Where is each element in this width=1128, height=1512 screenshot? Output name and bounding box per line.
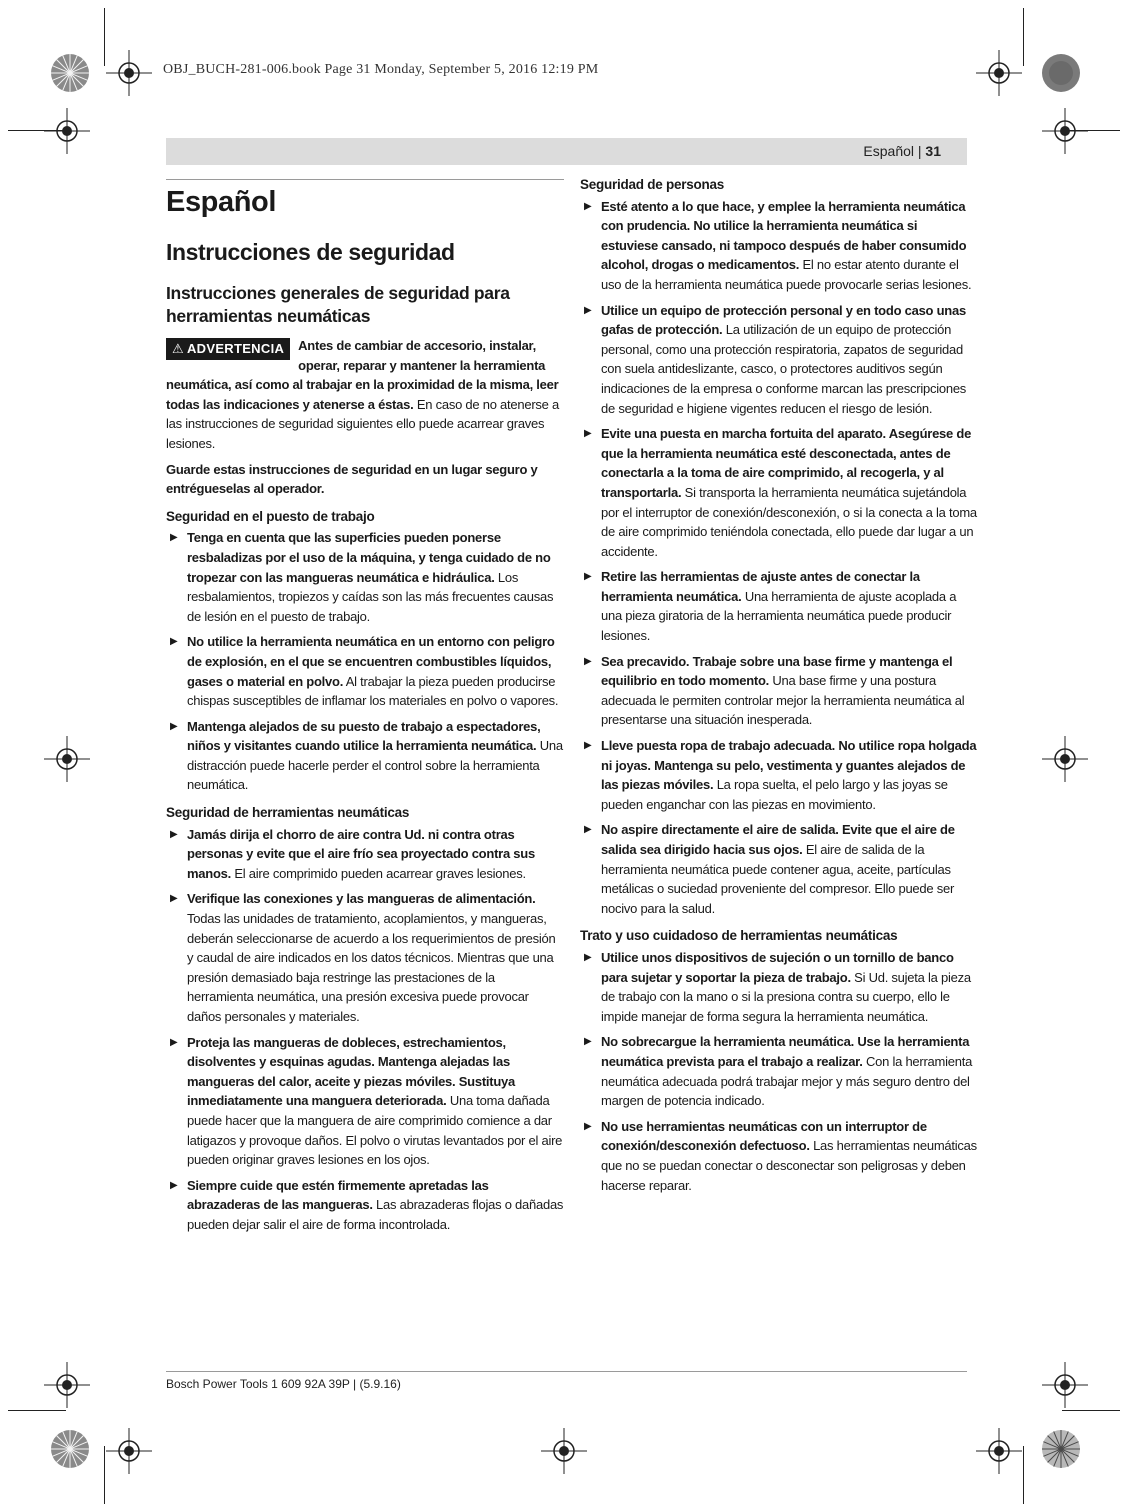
- item-normal: La ropa suelta, el pelo largo y las joyas se pueden enganchar con las piezas en movimiento.: [601, 777, 948, 812]
- registration-mark-bottom-right: [976, 1428, 1022, 1474]
- bullet-triangle-icon: ▶: [170, 893, 178, 905]
- bullet-triangle-icon: ▶: [584, 740, 592, 752]
- bullet-triangle-icon: ▶: [170, 636, 178, 648]
- warning-triangle-icon: ⚠: [172, 341, 184, 356]
- header-page-number: 31: [925, 143, 941, 159]
- list-item: [580, 736, 977, 814]
- header-separator: |: [914, 143, 926, 159]
- bullet-triangle-icon: ▶: [584, 1036, 592, 1048]
- calibration-disc-top-right: [1041, 53, 1081, 93]
- item-bold: Utilice un equipo de protección personal y en todo caso unas gafas de protección.: [601, 302, 966, 338]
- calibration-rosette-bottom-right: [1041, 1429, 1081, 1469]
- right-column: [580, 175, 977, 1201]
- crop-line-top-right-v: [1023, 8, 1024, 66]
- list-item: [580, 301, 977, 419]
- bullet-triangle-icon: ▶: [170, 532, 178, 544]
- bullet-triangle-icon: ▶: [584, 200, 592, 212]
- crop-line-bottom-left-v: [104, 1446, 105, 1504]
- item-bold: Verifique las conexiones y las mangueras de alimentación.: [187, 891, 536, 907]
- item-normal: Todas las unidades de tratamiento, acoplamientos, y mangueras, deberán seleccionarse de acuerdo a los requerimientos de presión y caudal de aire indicados en los datos técnicos. Mientras que una presión demasiado baja restringe las prestaciones de la herramienta neumática, una presión excesiva puede provocar daños personales y materiales.: [187, 911, 556, 1024]
- item-bold: Mantenga alejados de su puesto de trabajo a espectadores, niños y visitantes cuando utilice la herramienta neumática.: [187, 718, 541, 754]
- bullet-triangle-icon: ▶: [170, 828, 178, 840]
- list-item: [580, 652, 977, 730]
- bullet-triangle-icon: ▶: [170, 1036, 178, 1048]
- subsection-title: Instrucciones generales de seguridad para herramientas neumáticas: [166, 283, 510, 326]
- crop-line-top-left-v: [104, 8, 105, 66]
- list-item: [580, 567, 977, 645]
- warning-badge-label: ADVERTENCIA: [186, 341, 285, 356]
- item-normal: Una distracción puede hacerle perder el control sobre la herramienta neumática.: [187, 738, 563, 793]
- list-item: [166, 889, 564, 1026]
- registration-mark-top-right: [976, 50, 1022, 96]
- tools-heading: Seguridad de herramientas neumáticas: [166, 805, 410, 821]
- footer-rule: [166, 1371, 967, 1372]
- list-item: [166, 632, 564, 710]
- crop-line-bottom-left-h: [8, 1410, 66, 1411]
- item-normal: La utilización de un equipo de protección personal, como una protección respiratoria, zapatos de seguridad con suela antideslizante, casco, o protectores auditivos según indicaciones de la empresa o conforme marcan las prescripciones de seguridad e higiene vigentes reducen el riesgo de lesión.: [601, 322, 967, 416]
- item-bold: Proteja las mangueras de dobleces, estrechamientos, disolventes y esquinas agudas. Mantenga alejadas las mangueras del calor, aceite y piezas móviles. Sustituya inmediatamente una manguera deteriorada.: [187, 1034, 516, 1109]
- bullet-triangle-icon: ▶: [584, 824, 592, 836]
- item-bold: Sea precavido. Trabaje sobre una base firme y mantenga el equilibrio en todo momento.: [601, 653, 953, 689]
- item-bold: Jamás dirija el chorro de aire contra Ud. ni contra otras personas y evite que el aire frío sea proyectado contra sus manos.: [187, 826, 535, 881]
- item-normal: Si transporta la herramienta neumática sujetándola por el interruptor de conexión/desconexión, o si la conecta a la toma de aire comprimido teniéndola conectada, ello puede dar lugar a un accidente.: [601, 484, 977, 559]
- warning-bold-text: Antes de cambiar de accesorio, instalar, operar, reparar y mantener la herramienta neumática, así como al trabajar en la proximidad de la misma, leer todas las indicaciones y atenerse a éstas.: [166, 338, 559, 412]
- item-bold: Utilice unos dispositivos de sujeción o un tornillo de banco para sujetar y soportar la pieza de trabajo.: [601, 949, 954, 985]
- item-bold: Esté atento a lo que hace, y emplee la herramienta neumática con prudencia. No utilice la herramienta neumática si estuviese cansado, ni tampoco después de haber consumido alcohol, drogas o medicamentos.: [601, 198, 967, 273]
- list-item: [166, 717, 564, 795]
- bullet-triangle-icon: ▶: [584, 951, 592, 963]
- item-bold: Retire las herramientas de ajuste antes de conectar la herramienta neumática.: [601, 569, 920, 604]
- header-language: Español: [863, 143, 914, 159]
- column-top-rule: [166, 179, 564, 180]
- header-text: [863, 143, 941, 159]
- item-normal: El no estar atento durante el uso de la herramienta neumática puede provocarle serias lesiones.: [601, 257, 972, 292]
- item-normal: El aire comprimido pueden acarrear graves lesiones.: [231, 865, 526, 881]
- bullet-triangle-icon: ▶: [584, 428, 592, 440]
- item-normal: Las abrazaderas flojas o dañadas pueden dejar salir el aire de forma incontrolada.: [187, 1197, 564, 1232]
- handling-heading: Trato y uso cuidadoso de herramientas neumáticas: [580, 928, 898, 944]
- list-item: [166, 1176, 564, 1235]
- registration-mark-bottom-left: [106, 1428, 152, 1474]
- running-header: [166, 138, 967, 165]
- list-item: [580, 1032, 977, 1110]
- list-item: [166, 528, 564, 626]
- warning-paragraph: [166, 336, 564, 454]
- crop-line-bottom-right-h: [1062, 1410, 1120, 1411]
- list-item: [580, 948, 977, 1026]
- item-bold: No utilice la herramienta neumática en un entorno con peligro de explosión, en el que se encuentren combustibles líquidos, gases o material en polvo.: [187, 634, 555, 689]
- list-item: [580, 197, 977, 295]
- item-normal: Al trabajar la pieza pueden producirse chispas susceptibles de inflamar los materiales en polvo o vapores.: [187, 673, 559, 709]
- bullet-triangle-icon: ▶: [584, 571, 592, 583]
- list-item: [580, 424, 977, 561]
- left-column: [166, 179, 564, 1241]
- persons-heading: Seguridad de personas: [580, 177, 725, 192]
- item-normal: Una herramienta de ajuste acoplada a una pieza giratoria de la herramienta neumática puede producir lesiones.: [601, 588, 957, 644]
- registration-mark-left-lower: [44, 1362, 90, 1408]
- item-bold: Lleve puesta ropa de trabajo adecuada. No utilice ropa holgada ni joyas. Mantenga su pelo, vestimenta y guantes alejados de las piezas móviles.: [601, 738, 977, 793]
- print-slug-line: OBJ_BUCH-281-006.book Page 31 Monday, September 5, 2016 12:19 PM: [163, 62, 599, 77]
- bullet-triangle-icon: ▶: [170, 720, 178, 732]
- page-title: Español: [166, 186, 276, 218]
- bullet-triangle-icon: ▶: [584, 304, 592, 316]
- footer-text: Bosch Power Tools 1 609 92A 39P | (5.9.16): [166, 1377, 401, 1391]
- list-item: [166, 1033, 564, 1170]
- item-bold: No aspire directamente el aire de salida. Evite que el aire de salida sea dirigido hacia sus ojos.: [601, 822, 955, 857]
- registration-mark-right-middle: [1042, 736, 1088, 782]
- warning-badge: [166, 338, 290, 360]
- calibration-rosette-top-left: [50, 53, 90, 93]
- list-item: [580, 1117, 977, 1195]
- item-bold: Evite una puesta en marcha fortuita del aparato. Asegúrese de que la herramienta neumática esté desconectada, antes de conectarla a la toma de aire comprimido, al recogerla, y al transportarla.: [601, 426, 972, 500]
- item-normal: Una base firme y una postura adecuada le permiten controlar mejor la herramienta neumática al presentarse una situación inesperada.: [601, 673, 965, 728]
- keep-instructions-note: Guarde estas instrucciones de seguridad en un lugar seguro y entrégueselas al operador.: [166, 461, 538, 497]
- crop-line-bottom-right-v: [1023, 1446, 1024, 1504]
- registration-mark-top-left: [106, 50, 152, 96]
- calibration-rosette-bottom-left: [50, 1429, 90, 1469]
- warning-normal-text: En caso de no atenerse a las instrucciones de seguridad siguientes ello puede acarrear graves lesiones.: [166, 396, 559, 451]
- workplace-heading: Seguridad en el puesto de trabajo: [166, 508, 375, 524]
- item-normal: Una toma dañada puede hacer que la manguera de aire comprimido comience a dar latigazos y provoque daños. El polvo o virutas levantados por el aire pueden originar graves lesiones en los ojos.: [187, 1093, 563, 1168]
- item-normal: Las herramientas neumáticas que no se puedan conectar o desconectar son peligrosas y deben hacerse reparar.: [601, 1138, 977, 1193]
- registration-mark-right-lower: [1042, 1362, 1088, 1408]
- bullet-triangle-icon: ▶: [584, 1120, 592, 1132]
- item-bold: No sobrecargue la herramienta neumática. Use la herramienta neumática prevista para el trabajo a realizar.: [601, 1034, 970, 1069]
- section-title: Instrucciones de seguridad: [166, 239, 455, 265]
- item-normal: Con la herramienta neumática adecuada podrá trabajar mejor y más seguro dentro del margen de potencia indicado.: [601, 1053, 973, 1109]
- item-normal: Si Ud. sujeta la pieza de trabajo con la mano o si la presiona contra su cuerpo, ello le impide manejar de forma segura la herramienta neumática.: [601, 969, 971, 1024]
- bullet-triangle-icon: ▶: [170, 1179, 178, 1191]
- item-normal: El aire de salida de la herramienta neumática puede contener agua, aceite, partículas metálicas o suciedad proveniente del compresor. Ello puede ser nocivo para la salud.: [601, 842, 955, 916]
- registration-mark-left-middle: [44, 736, 90, 782]
- registration-mark-right-upper: [1042, 108, 1088, 154]
- registration-mark-bottom-center: [541, 1428, 587, 1474]
- item-bold: No use herramientas neumáticas con un interruptor de conexión/desconexión defectuoso.: [601, 1118, 927, 1154]
- registration-mark-left-upper: [44, 108, 90, 154]
- list-item: [580, 820, 977, 918]
- item-bold: Siempre cuide que estén firmemente apretadas las abrazaderas de las mangueras.: [187, 1177, 489, 1213]
- bullet-triangle-icon: ▶: [584, 655, 592, 667]
- list-item: [166, 825, 564, 884]
- item-bold: Tenga en cuenta que las superficies pueden ponerse resbaladizas por el uso de la máquina, y tenga cuidado de no tropezar con las mangueras neumática e hidráulica.: [187, 530, 551, 585]
- item-normal: Los resbalamientos, tropiezos y caídas son las más frecuentes causas de lesión en el puesto de trabajo.: [187, 569, 554, 624]
